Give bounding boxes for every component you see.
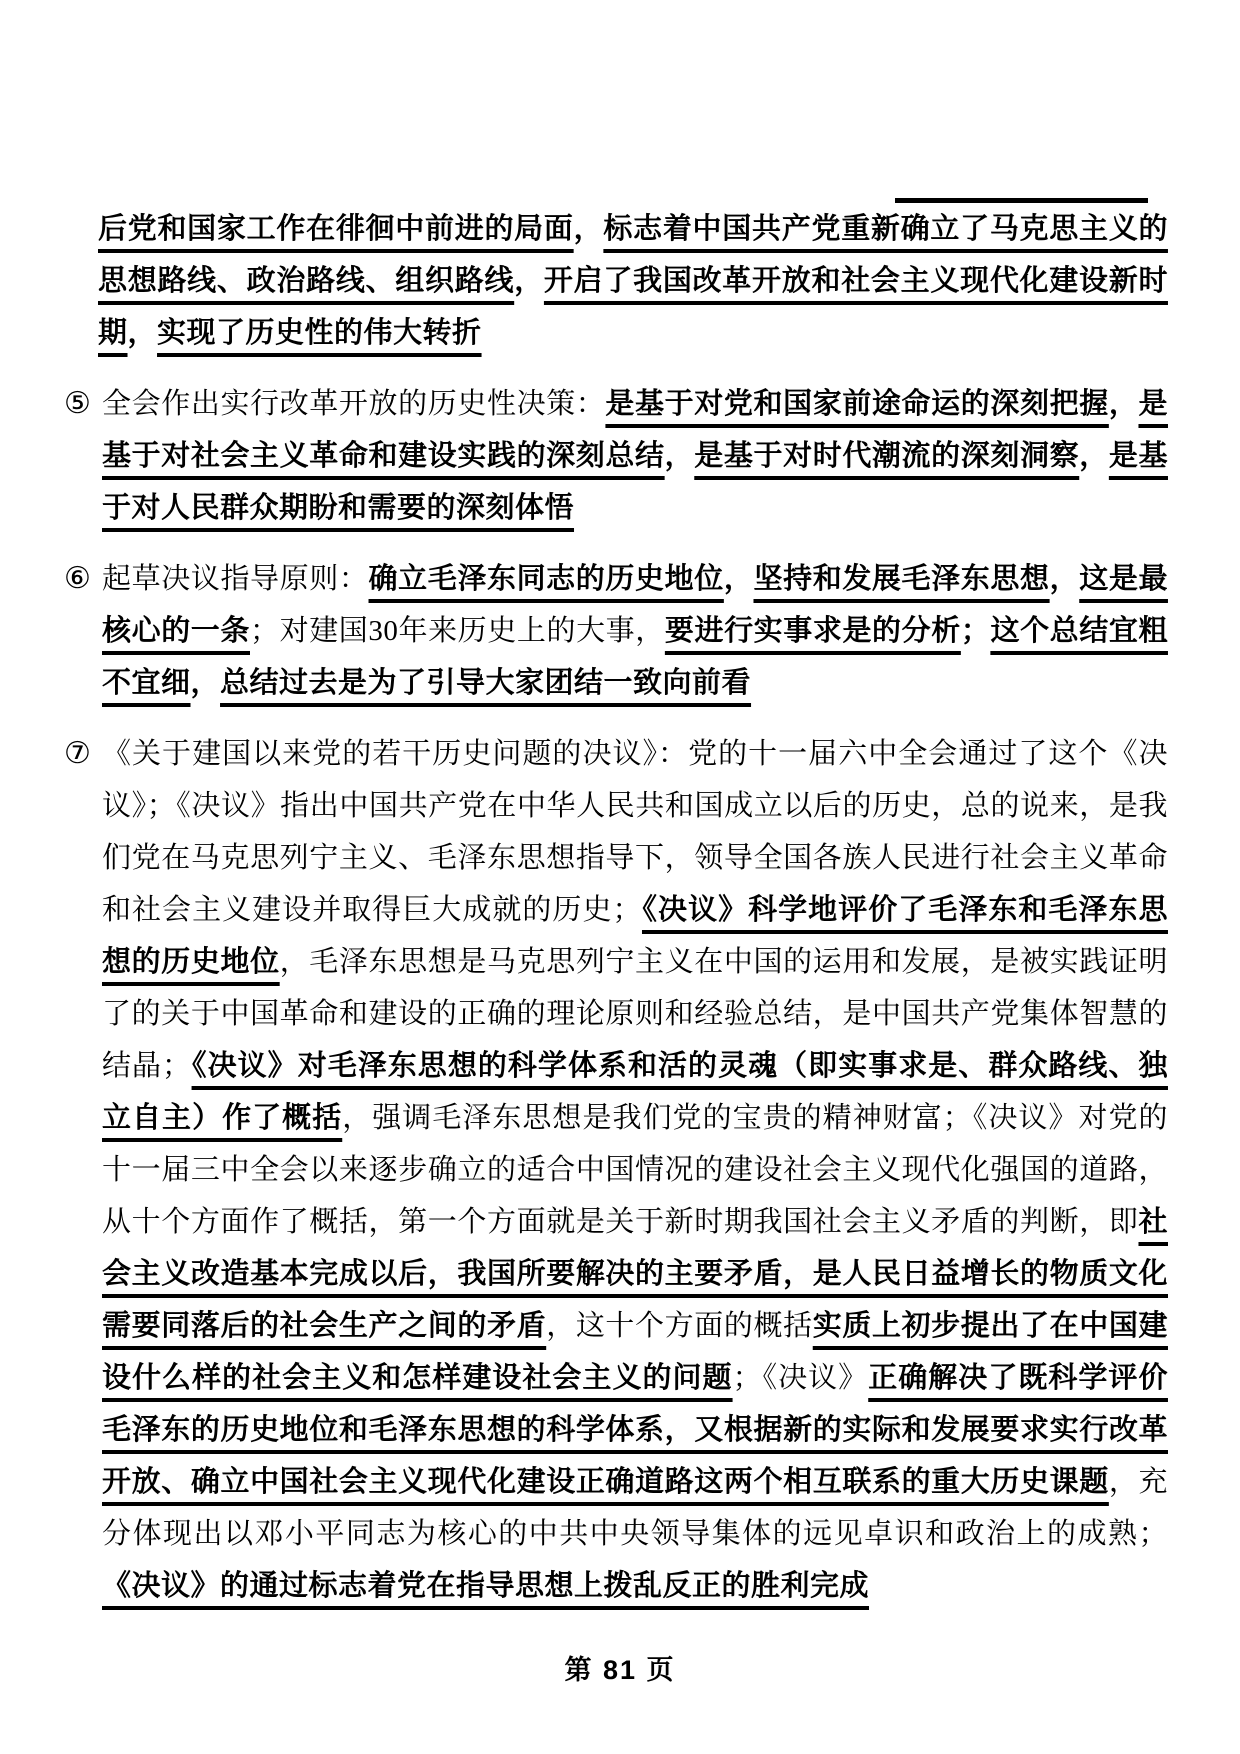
text-segment: ， (514, 265, 544, 297)
item-7 (64, 728, 1168, 1612)
highlighted-text: 《决议》科学地评价了毛泽东和毛泽东思想的历史地位 (102, 894, 1168, 978)
highlighted-text: 总结过去是为了引导大家团结一致向前看 (220, 667, 752, 699)
highlighted-text: 后党和国家工作在徘徊中前进的局面 (98, 213, 574, 245)
highlighted-text: 实现了历史性的伟大转折 (157, 317, 482, 349)
paragraph-text (102, 563, 1168, 699)
text-segment: ， (573, 213, 604, 245)
text-segment: ； (960, 615, 991, 647)
item-5 (64, 378, 1168, 534)
highlighted-text: 正确解决了既科学评价毛泽东的历史地位和毛泽东思想的科学体系，又根据新的实际和发展要求实行改革开放、确立中国社会主义现代化建设正确道路这两个相互联系的重大历史课题 (102, 1362, 1168, 1498)
highlighted-text: 是基于对党和国家前途命运的深刻把握 (605, 388, 1109, 420)
text-segment: ， (1108, 388, 1139, 420)
text-segment: ， (1049, 563, 1080, 595)
item-marker: ⑦ (64, 737, 92, 770)
notes-content (64, 203, 1168, 1631)
highlighted-text: 坚持和发展毛泽东思想 (753, 563, 1050, 595)
highlighted-text: 实质上初步提出了在中国建设什么样的社会主义和怎样建设社会主义的问题 (102, 1310, 1168, 1394)
item-marker: ⑥ (64, 562, 92, 595)
continued-paragraph (64, 203, 1168, 359)
text-segment: ，这十个方面的概括 (546, 1310, 813, 1342)
highlighted-text: 是基于对时代潮流的深刻洞察 (694, 440, 1080, 472)
item-6 (64, 553, 1168, 709)
highlighted-text: 确立毛泽东同志的历史地位 (368, 563, 724, 595)
text-segment: ；《决议》 (732, 1362, 869, 1394)
text-segment: ；对建国30年来历史上的大事， (250, 615, 665, 647)
text-segment: ， (723, 563, 754, 595)
highlighted-text: 《决议》对毛泽东思想的科学体系和活的灵魂（即实事求是、群众路线、独立自主）作了概括 (102, 1050, 1168, 1134)
text-segment: ， (127, 317, 158, 349)
paragraph-text (102, 738, 1168, 1602)
highlighted-text: 要进行实事求是的分析 (664, 615, 961, 647)
text-segment: ， (664, 440, 695, 472)
item-marker: ⑤ (64, 387, 92, 420)
highlighted-text: 这个总结宜粗不宜细 (102, 615, 1168, 699)
text-segment: ，充分体现出以邓小平同志为核心的中共中央领导集体的远见卓识和政治上的成熟； (102, 1466, 1168, 1550)
highlighted-text: 标志着中国共产党重新确立了马克思主义的思想路线、政治路线、组织路线 (98, 213, 1168, 297)
highlighted-text: 这是最核心的一条 (102, 563, 1168, 647)
highlighted-text: 开启了我国改革开放和社会主义现代化建设新时期 (98, 265, 1168, 349)
text-segment: ，强调毛泽东思想是我们党的宝贵的精神财富；《决议》对党的十一届三中全会以来逐步确立的适合中国情况的建设社会主义现代化强国的道路，从十个方面作了概括，第一个方面就是关于新时期我国社会主义矛盾的判断，即 (102, 1102, 1168, 1238)
text-segment: 起草决议指导原则： (102, 563, 369, 595)
text-segment: 全会作出实行改革开放的历史性决策： (102, 388, 606, 420)
highlighted-text: 社会主义改造基本完成以后，我国所要解决的主要矛盾，是人民日益增长的物质文化需要同落后的社会生产之间的矛盾 (102, 1206, 1168, 1342)
highlighted-text: 《决议》的通过标志着党在指导思想上拨乱反正的胜利完成 (102, 1570, 870, 1602)
page-number (0, 1648, 1240, 1687)
text-segment: ， (1079, 440, 1109, 472)
paragraph-text (102, 388, 1168, 524)
page-number-label: 第 81 页 (564, 1655, 676, 1685)
paragraph-text (98, 213, 1168, 349)
text-segment: 《关于建国以来党的若干历史问题的决议》：党的十一届六中全会通过了这个《决议》；《决议》指出中国共产党在中华人民共和国成立以后的历史，总的说来，是我们党在马克思列宁主义、毛泽东思想指导下，领导全国各族人民进行社会主义革命和社会主义建设并取得巨大成就的历史； (102, 738, 1168, 926)
highlighted-text: 是基于对社会主义革命和建设实践的深刻总结 (102, 388, 1168, 472)
highlighted-text: 是基于对人民群众期盼和需要的深刻体悟 (102, 440, 1168, 524)
text-segment: ， (190, 667, 221, 699)
text-segment: ，毛泽东思想是马克思列宁主义在中国的运用和发展，是被实践证明了的关于中国革命和建设的正确的理论原则和经验总结，是中国共产党集体智慧的结晶； (102, 946, 1168, 1082)
